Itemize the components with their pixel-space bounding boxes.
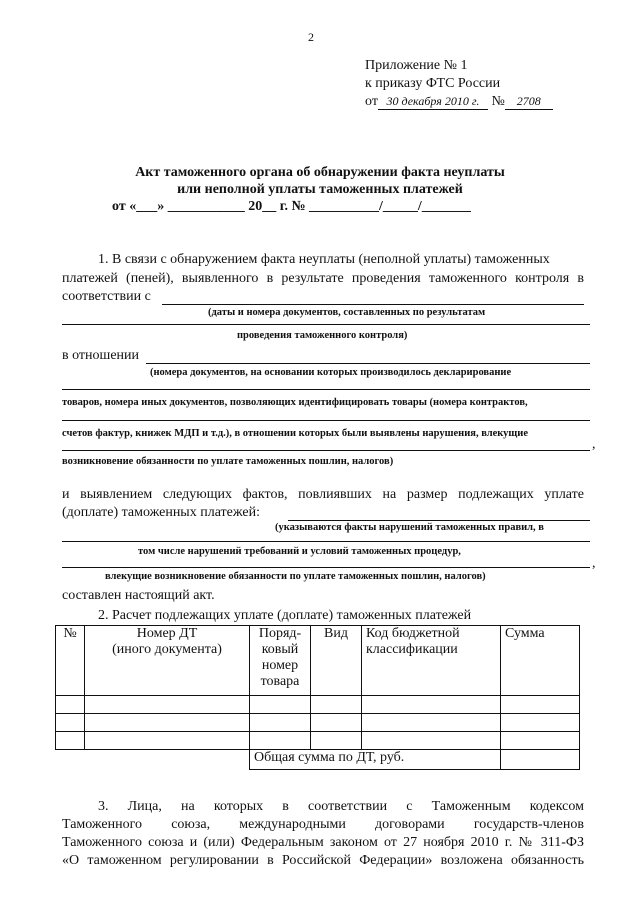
header-dt: Номер ДТ (иного документа) bbox=[85, 626, 250, 696]
header-item: Поряд- ковый номер товара bbox=[250, 626, 311, 696]
appendix-title: Приложение № 1 bbox=[365, 58, 468, 73]
cell[interactable] bbox=[56, 732, 85, 750]
cell[interactable] bbox=[56, 696, 85, 714]
hint-control: проведения таможенного контроля) bbox=[237, 330, 408, 341]
cell[interactable] bbox=[501, 732, 580, 750]
cell[interactable] bbox=[250, 732, 311, 750]
hint-declaration: (номера документов, на основании которых производилось декларирование bbox=[150, 367, 512, 378]
facts-line2: (доплате) таможенных платежей: bbox=[62, 505, 260, 520]
composed-text: составлен настоящий акт. bbox=[62, 588, 215, 603]
cell[interactable] bbox=[56, 714, 85, 732]
fill-line[interactable] bbox=[62, 420, 590, 421]
fill-line[interactable] bbox=[62, 567, 590, 568]
appendix-order: к приказу ФТС России bbox=[365, 76, 501, 91]
in-relation-label: в отношении bbox=[62, 348, 140, 363]
appendix-from: от bbox=[365, 94, 378, 109]
fill-line[interactable] bbox=[288, 520, 590, 521]
cell[interactable] bbox=[250, 714, 311, 732]
fill-line[interactable] bbox=[62, 541, 590, 542]
section3-line3: Таможенного союза и (или) Федеральным законом от 27 ноября 2010 г. № 311-ФЗ bbox=[62, 835, 584, 850]
table-row bbox=[56, 696, 580, 714]
facts-line1: и выявлением следующих фактов, повлиявших на размер подлежащих уплате bbox=[62, 487, 584, 502]
fill-line[interactable] bbox=[162, 304, 584, 305]
cell[interactable] bbox=[311, 732, 362, 750]
cell[interactable] bbox=[311, 696, 362, 714]
table-header-row bbox=[56, 626, 580, 696]
header-no: № bbox=[56, 626, 85, 696]
total-value[interactable] bbox=[501, 750, 580, 770]
blank bbox=[56, 750, 250, 770]
section3-line2: Таможенного союза, международными договорами государств-членов bbox=[62, 817, 584, 832]
hint-invoices: счетов фактур, книжек МДП и т.д.), в отношении которых были выявлены нарушения, влекущие bbox=[62, 428, 528, 439]
act-title-line2: или неполной уплаты таможенных платежей bbox=[177, 182, 463, 197]
page-number: 2 bbox=[308, 30, 314, 44]
cell[interactable] bbox=[311, 714, 362, 732]
cell[interactable] bbox=[362, 696, 501, 714]
appendix-order-line bbox=[365, 94, 553, 110]
cell[interactable] bbox=[362, 732, 501, 750]
section1-line3: соответствии с bbox=[62, 289, 151, 304]
table-row bbox=[56, 732, 580, 750]
header-kbk: Код бюджетной классификации bbox=[362, 626, 501, 696]
hint-goods: товаров, номера иных документов, позволяющих идентифицировать товары (номера контрактов, bbox=[62, 397, 528, 408]
header-kind: Вид bbox=[311, 626, 362, 696]
comma: , bbox=[592, 437, 596, 452]
hint-violations: (указываются факты нарушений таможенных правил, в bbox=[275, 522, 544, 533]
section1-line1: 1. В связи с обнаружением факта неуплаты (неполной уплаты) таможенных bbox=[98, 252, 550, 267]
cell[interactable] bbox=[501, 696, 580, 714]
table-row bbox=[56, 714, 580, 732]
section3-line1: 3. Лица, на которых в соответствии с Таможенным кодексом bbox=[98, 799, 584, 814]
hint-procedures: том числе нарушений требований и условий таможенных процедур, bbox=[138, 546, 461, 557]
fill-line[interactable] bbox=[146, 363, 590, 364]
payments-table bbox=[55, 625, 580, 770]
cell[interactable] bbox=[250, 696, 311, 714]
appendix-number-label: № bbox=[491, 94, 505, 109]
fill-line[interactable] bbox=[62, 450, 590, 451]
appendix-number: 2708 bbox=[505, 94, 553, 110]
act-title-line1: Акт таможенного органа об обнаружении факта неуплаты bbox=[135, 165, 505, 180]
header-sum: Сумма bbox=[501, 626, 580, 696]
total-label: Общая сумма по ДТ, руб. bbox=[250, 750, 501, 770]
cell[interactable] bbox=[501, 714, 580, 732]
fill-line[interactable] bbox=[62, 389, 590, 390]
cell[interactable] bbox=[85, 696, 250, 714]
fill-line[interactable] bbox=[62, 324, 590, 325]
section3-line4: «О таможенном регулировании в Российской Федерации» возложена обязанность bbox=[62, 853, 584, 868]
table-total-row bbox=[56, 750, 580, 770]
cell[interactable] bbox=[85, 714, 250, 732]
cell[interactable] bbox=[85, 732, 250, 750]
cell[interactable] bbox=[362, 714, 501, 732]
appendix-date: 30 декабря 2010 г. bbox=[378, 94, 488, 110]
comma: , bbox=[592, 556, 596, 571]
section1-line2: платежей (пеней), выявленного в результате проведения таможенного контроля в bbox=[62, 271, 584, 286]
hint-dates: (даты и номера документов, составленных по результатам bbox=[208, 307, 486, 318]
section2-title: 2. Расчет подлежащих уплате (доплате) таможенных платежей bbox=[98, 608, 472, 623]
hint-obligation: возникновение обязанности по уплате таможенных пошлин, налогов) bbox=[62, 456, 394, 467]
hint-obligation2: влекущие возникновение обязанности по уплате таможенных пошлин, налогов) bbox=[105, 571, 486, 582]
act-date-line: от «___» ___________ 20__ г. № __________/_____/_______ bbox=[112, 199, 471, 214]
